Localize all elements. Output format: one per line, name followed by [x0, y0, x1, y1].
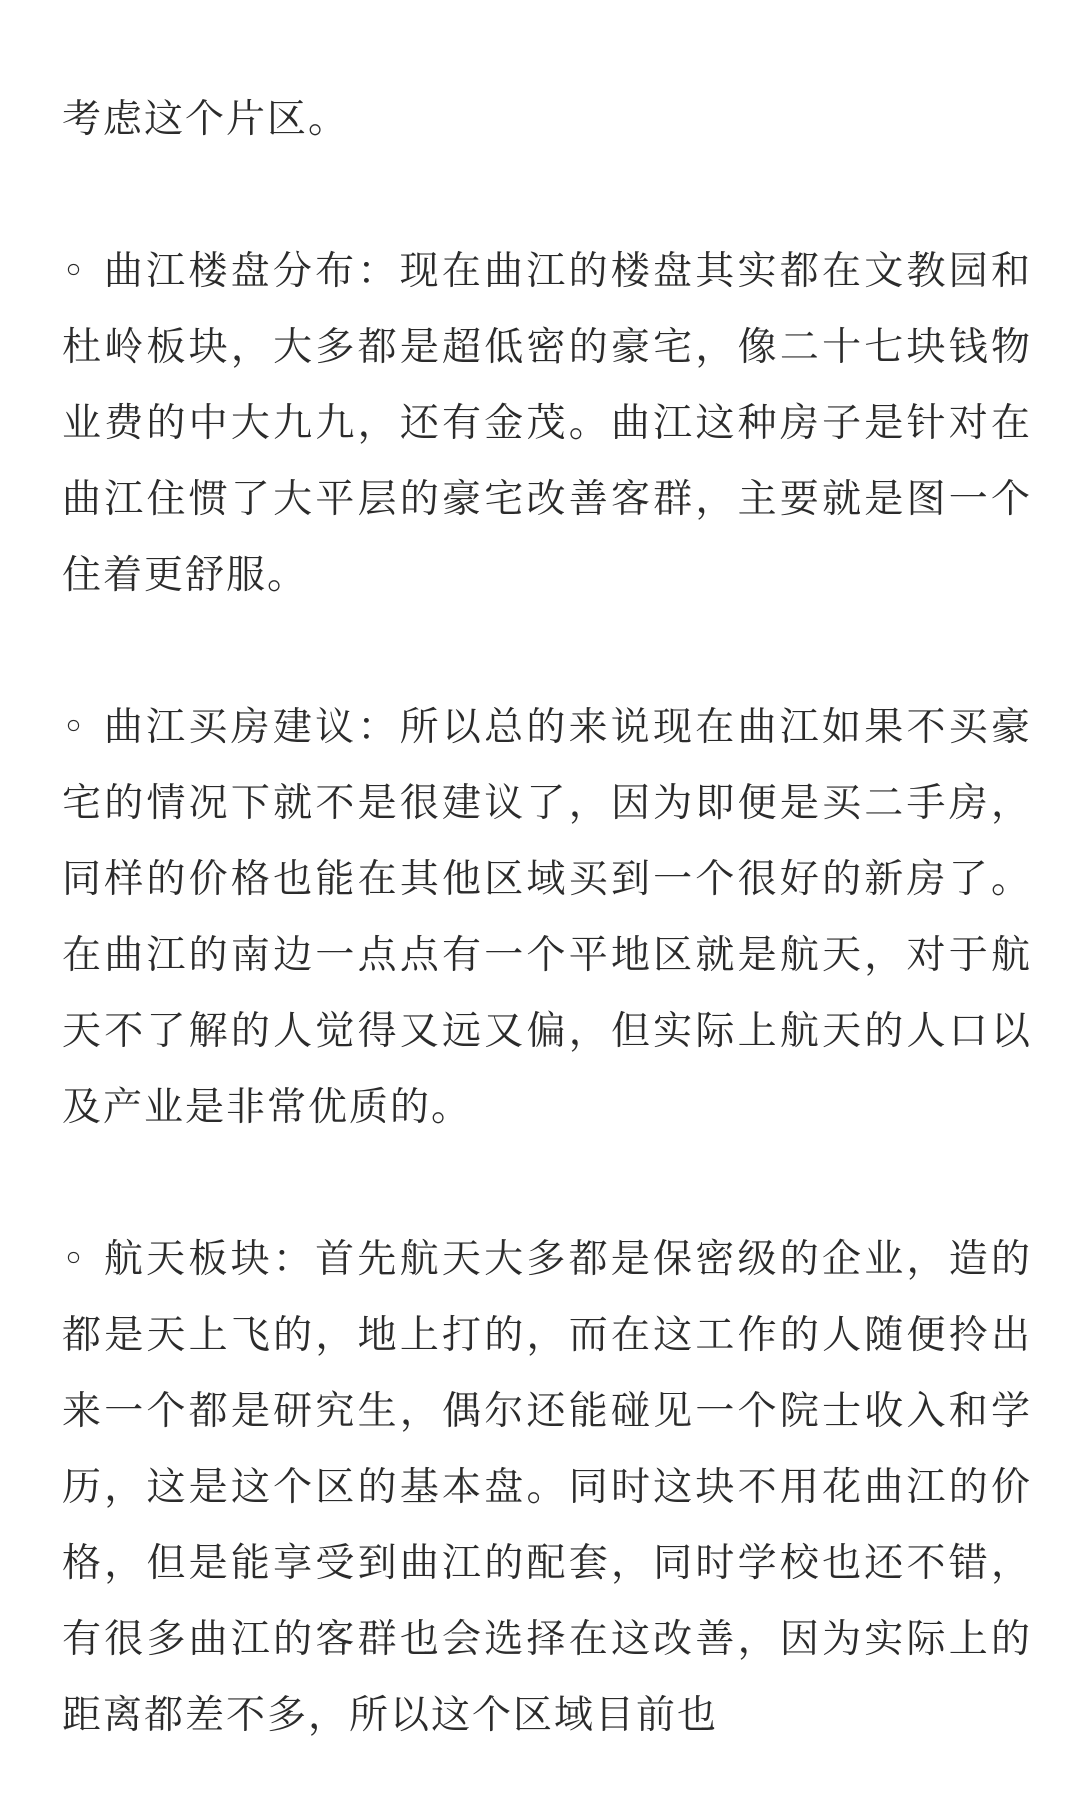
article-body	[62, 82, 1032, 1754]
paragraph-qujiang-distribution: ◦ 曲江楼盘分布：现在曲江的楼盘其实都在文教园和杜岭板块，大多都是超低密的豪宅，像二十七块钱物业费的中大九九，还有金茂。曲江这种房子是针对在曲江住惯了大平层的豪宅改善客群，主要就是图一个住着更舒服。	[62, 249, 1032, 598]
paragraph-qujiang-advice: ◦ 曲江买房建议：所以总的来说现在曲江如果不买豪宅的情况下就不是很建议了，因为即便是买二手房，同样的价格也能在其他区域买到一个很好的新房了。在曲江的南边一点点有一个平地区就是航天，对于航天不了解的人觉得又远又偏，但实际上航天的人口以及产业是非常优质的。	[62, 705, 1032, 1130]
paragraph-intro-tail: 考虑这个片区。	[62, 97, 350, 142]
paragraph-hangtian-sector: ◦ 航天板块：首先航天大多都是保密级的企业，造的都是天上飞的，地上打的，而在这工作的人随便拎出来一个都是研究生，偶尔还能碰见一个院士收入和学历，这是这个区的基本盘。同时这块不用花曲江的价格，但是能享受到曲江的配套，同时学校也还不错，有很多曲江的客群也会选择在这改善，因为实际上的距离都差不多，所以这个区域目前也	[62, 1237, 1032, 1738]
